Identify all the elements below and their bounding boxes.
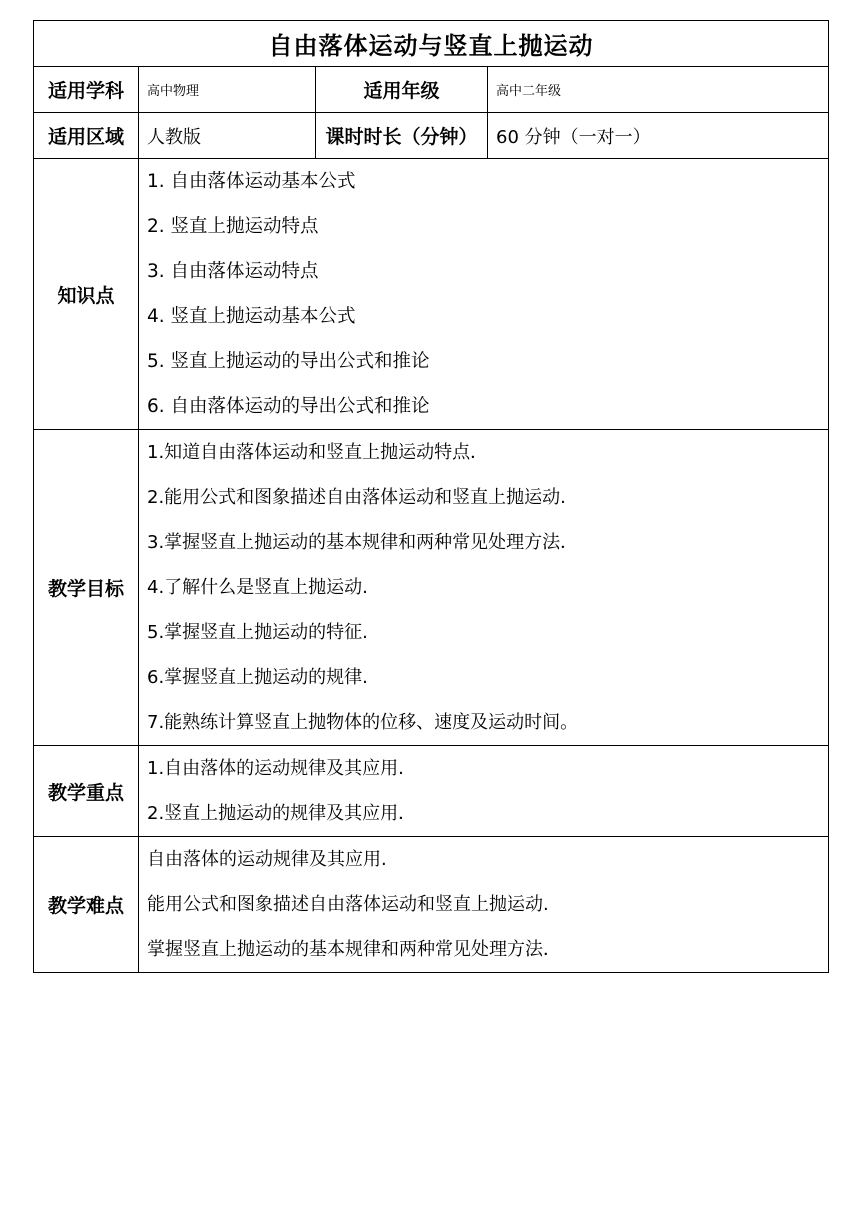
knowledge-points-row — [34, 159, 829, 430]
objectives-list — [139, 430, 829, 746]
list-item: 7.能熟练计算竖直上抛物体的位移、速度及运动时间。 — [147, 712, 579, 733]
difficulties-row — [34, 837, 829, 973]
region-value: 人教版 — [139, 113, 316, 159]
list-item: 5. 竖直上抛运动的导出公式和推论 — [147, 351, 430, 372]
key-points-label: 教学重点 — [34, 746, 139, 837]
list-item: 4.了解什么是竖直上抛运动. — [147, 577, 368, 598]
list-item: 自由落体的运动规律及其应用. — [147, 849, 387, 870]
list-item: 6.掌握竖直上抛运动的规律. — [147, 667, 368, 688]
list-item: 掌握竖直上抛运动的基本规律和两种常见处理方法． — [147, 939, 561, 960]
region-label: 适用区域 — [34, 113, 139, 159]
knowledge-points-list — [139, 159, 829, 430]
subject-value: 高中物理 — [139, 67, 316, 113]
difficulties-list — [139, 837, 829, 973]
key-points-row — [34, 746, 829, 837]
list-item: 4. 竖直上抛运动基本公式 — [147, 306, 356, 327]
region-duration-row — [34, 113, 829, 159]
list-item: 3.掌握竖直上抛运动的基本规律和两种常见处理方法． — [147, 532, 579, 553]
objectives-row — [34, 430, 829, 746]
list-item: 3. 自由落体运动特点 — [147, 261, 319, 282]
grade-label: 适用年级 — [316, 67, 488, 113]
objectives-label: 教学目标 — [34, 430, 139, 746]
list-item: 1.自由落体的运动规律及其应用. — [147, 758, 404, 779]
knowledge-points-label: 知识点 — [34, 159, 139, 430]
title-row — [34, 21, 829, 67]
key-points-list — [139, 746, 829, 837]
list-item: 1.知道自由落体运动和竖直上抛运动特点． — [147, 442, 489, 463]
duration-value: 60 分钟（一对一） — [488, 113, 829, 159]
list-item: 6. 自由落体运动的导出公式和推论 — [147, 396, 430, 417]
list-item: 5.掌握竖直上抛运动的特征. — [147, 622, 368, 643]
lesson-plan-table — [33, 20, 829, 973]
document-title: 自由落体运动与竖直上抛运动 — [34, 21, 829, 67]
list-item: 2.竖直上抛运动的规律及其应用． — [147, 803, 417, 824]
list-item: 2. 竖直上抛运动特点 — [147, 216, 319, 237]
subject-grade-row — [34, 67, 829, 113]
duration-label: 课时时长（分钟） — [316, 113, 488, 159]
difficulties-label: 教学难点 — [34, 837, 139, 973]
list-item: 1. 自由落体运动基本公式 — [147, 171, 356, 192]
list-item: 能用公式和图象描述自由落体运动和竖直上抛运动. — [147, 894, 549, 915]
grade-value: 高中二年级 — [488, 67, 829, 113]
subject-label: 适用学科 — [34, 67, 139, 113]
list-item: 2.能用公式和图象描述自由落体运动和竖直上抛运动. — [147, 487, 566, 508]
